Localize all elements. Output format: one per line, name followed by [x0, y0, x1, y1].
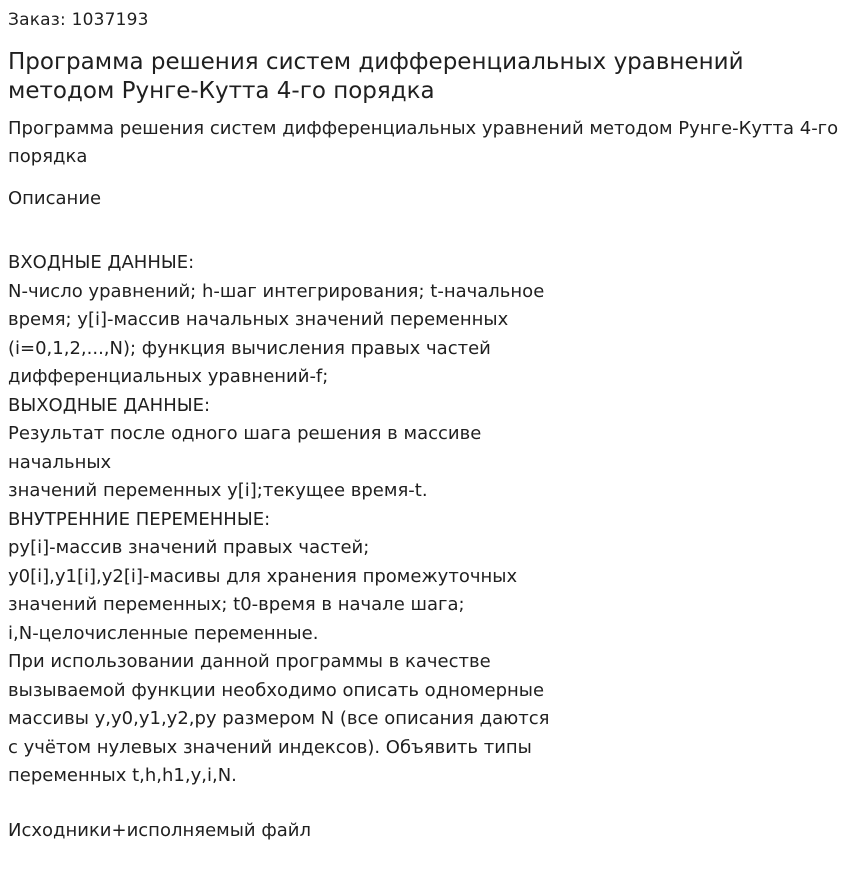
- description-line: начальных: [8, 451, 112, 473]
- description-line: значений переменных; t0-время в начале шага;: [8, 594, 465, 615]
- description-line: При использовании данной программы в качестве: [8, 651, 491, 672]
- description-line: y0[i],y1[i],y2[i]-масивы для хранения промежуточных: [8, 565, 518, 587]
- description-line: (i=0,1,2,...,N); функция вычисления правых частей: [8, 337, 491, 359]
- description-line: массивы y,y0,y1,y2,py размером N (все описания даются: [8, 708, 550, 729]
- page-title: Программа решения систем дифференциальных уравнений методом Рунге-Кутта 4-го порядка: [8, 49, 744, 104]
- files-label: Исходники+исполняемый файл: [8, 820, 311, 841]
- description-line: py[i]-массив значений правых частей;: [8, 537, 370, 558]
- description-line: ВЫХОДНЫЕ ДАННЫЕ:: [8, 394, 211, 416]
- description-line: переменных t,h,h1,y,i,N.: [8, 765, 237, 786]
- description-line: время; y[i]-массив начальных значений переменных: [8, 309, 509, 330]
- description-line: вызываемой функции необходимо описать одномерные: [8, 679, 545, 701]
- description-line: N-число уравнений; h-шаг интегрирования; t-начальное: [8, 280, 545, 302]
- page-subtitle: Программа решения систем дифференциальных уравнений методом Рунге-Кутта 4-го порядка: [8, 118, 839, 167]
- description-line: значений переменных y[i];текущее время-t.: [8, 480, 428, 501]
- description-line: ВХОДНЫЕ ДАННЫЕ:: [8, 252, 195, 273]
- description-heading: Описание: [8, 188, 102, 209]
- order-number: Заказ: 1037193: [8, 10, 149, 30]
- description-text: [8, 249, 608, 791]
- description-line: с учётом нулевых значений индексов). Объявить типы: [8, 736, 532, 758]
- description-line: i,N-целочисленные переменные.: [8, 622, 319, 644]
- description-line: ВНУТРЕННИЕ ПЕРЕМЕННЫЕ:: [8, 508, 271, 530]
- description-line: дифференциальных уравнений-f;: [8, 366, 329, 387]
- description-line: Результат после одного шага решения в массиве: [8, 423, 482, 444]
